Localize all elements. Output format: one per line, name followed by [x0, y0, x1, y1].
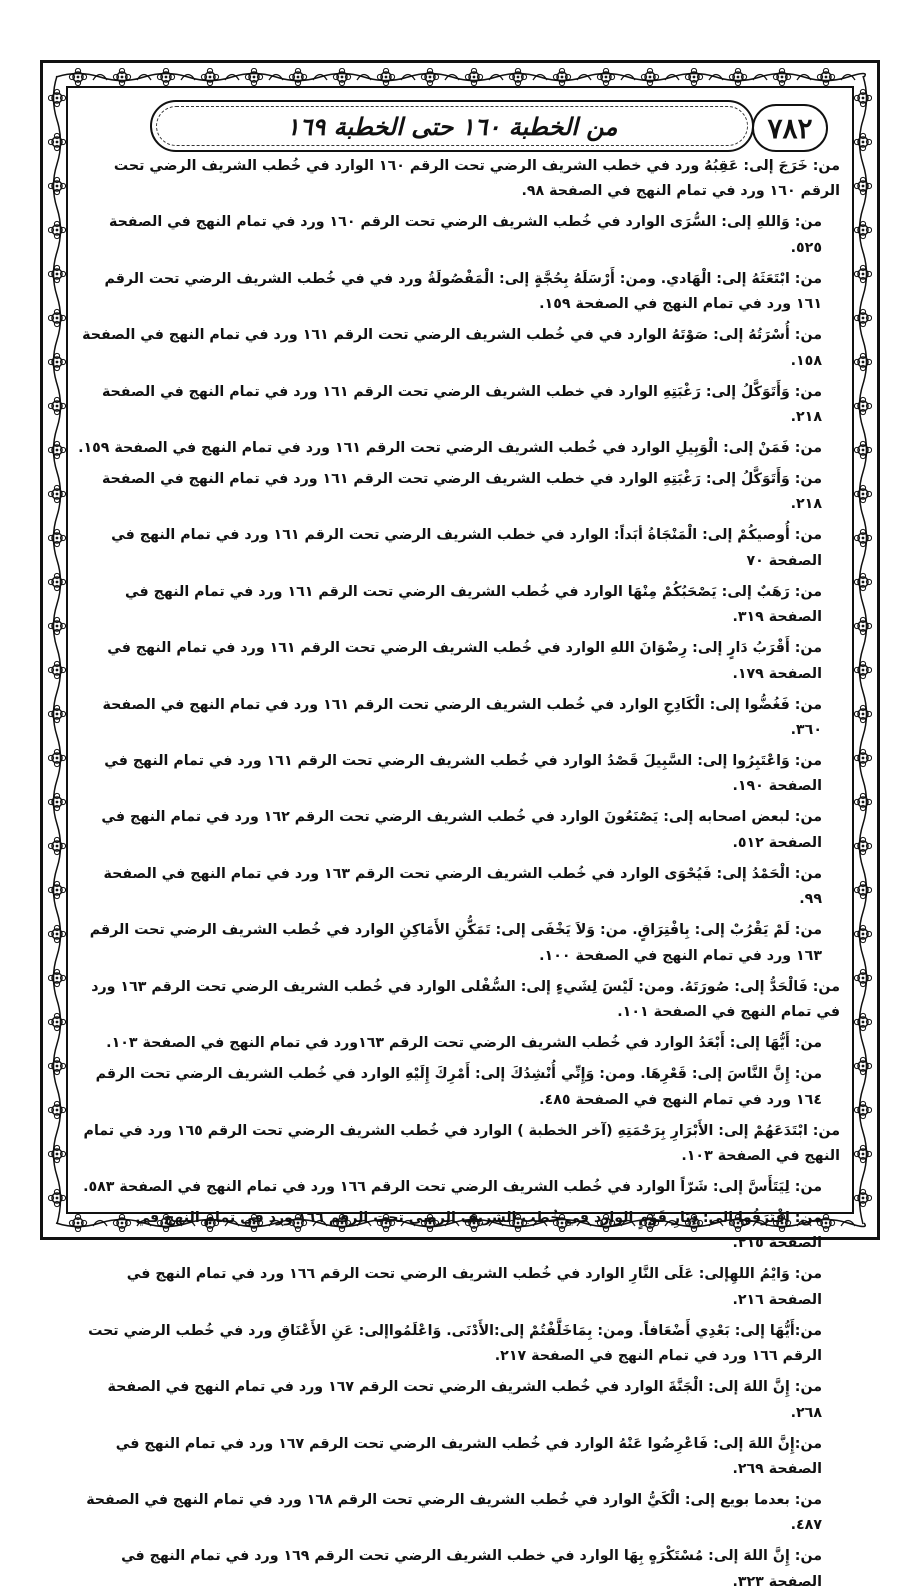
- entry-text: من: لَمْ يَقْرُبْ إلى: بِافْتِرَاقٍ. من: وَلاَ يَخْفَى إلى: تَمَكُّنِ الأَمَاكِنِ الوارد في خُطب الشريف الرضي تحت الرقم ١٦٣ ورد في تمام النهج في الصفحة ١٠٠.: [89, 922, 822, 964]
- flower-ornament-icon: [854, 529, 871, 546]
- flower-ornament-icon: [854, 749, 871, 766]
- entry-text: من: فَالْحَدُّ إلى: صُورَتَهُ. ومن: لَيْسَ لِشَيءٍ إلى: السُّفْلى الوارد في خُطب الشريف الرضي تحت الرقم ١٦٣ ورد في تمام النهج في الصفحة ١٠١.: [91, 978, 840, 1021]
- flower-ornament-icon: [48, 1189, 65, 1206]
- flower-ornament-icon: [48, 1013, 65, 1030]
- flower-ornament-icon: [854, 705, 871, 722]
- entry-text: من: أُوصيكُمْ إلى: الْمَنْجَاةُ أبَداً: الوارد في خطب الشريف الرضي تحت الرقم ١٦١ ورد في تمام النهج في الصفحة ٧٠: [111, 527, 822, 569]
- flower-ornament-icon: [48, 529, 65, 546]
- entry-text: من: إِنَّ النَّاسَ إلى: قَعْرِهَا. ومن: وَإِنِّي أُنْشِدُكَ إلى: أَمْرِكَ إِلَيْهِ الوارد في خُطب الشريف الرضي تحت الرقم ١٦٤ ورد في تمام النهج في الصفحة ٤٨٥.: [95, 1066, 822, 1108]
- page-number: ٧٨٢: [752, 104, 828, 152]
- flower-ornament-icon: [245, 68, 262, 85]
- entry-text: من: وَأَتَوَكَّلُ إلى: رَغْبَتِهِ الوارد في خطب الشريف الرضي تحت الرقم ١٦١ ورد في تمام النهج في الصفحة ٢١٨.: [101, 471, 822, 513]
- flower-ornament-icon: [48, 705, 65, 722]
- entry-text: من: أَيُّهَا إلى: أَبْعَدُ الوارد في خُطب الشريف الرضي تحت الرقم ١٦٣ورد في تمام النهج في الصفحة ١٠٣.: [106, 1035, 822, 1052]
- entry-text: من: خَرَجَ إلى: عَقِبُهُ ورد في خطب الشريف الرضي تحت الرقم ١٦٠ الوارد في خُطب الشريف الرضي تحت الرقم ١٦٠ ورد في تمام النهج في الصفحة ٩٨.: [113, 158, 840, 200]
- flower-ornament-icon: [48, 1145, 65, 1162]
- entry-text: من: فَمَنْ إلى: الْوَبِيلِ الوارد في خُطب الشريف الرضي تحت الرقم ١٦١ ورد في تمام النهج في الصفحة ١٥٩.: [78, 440, 822, 457]
- flower-ornament-icon: [48, 749, 65, 766]
- flower-ornament-icon: [48, 881, 65, 898]
- flower-ornament-icon: [48, 573, 65, 590]
- flower-ornament-icon: [729, 68, 746, 85]
- entry-text: من: وَايْمُ اللهِإلى: عَلَى النَّارِ الوارد في خُطب الشريف الرضي تحت الرقم ١٦٦ ورد في تمام النهج في الصفحة ٢١٦.: [126, 1266, 822, 1308]
- flower-ornament-icon: [685, 68, 702, 85]
- flower-ornament-icon: [854, 925, 871, 942]
- flower-ornament-icon: [854, 1101, 871, 1118]
- entry-text: من: افْتَرَقُوا إلى: دِيَارِ قَوْمٍ الوارد في خُطب الشريف الرضي تحت الرقم ١٦٦ ورد في تمام النهج في الصفحة ٢١٥.: [135, 1209, 822, 1252]
- flower-ornament-icon: [157, 68, 174, 85]
- flower-ornament-icon: [465, 68, 482, 85]
- flower-ornament-icon: [48, 793, 65, 810]
- entry-text: من:إِنَّ اللهَ إلى: فَاعْرِضُوا عَنْهُ الوارد في خُطب الشريف الرضي تحت الرقم ١٦٧ ورد في تمام النهج في الصفحة ٢٦٩.: [115, 1435, 822, 1477]
- entry-text: من: وَأَتَوَكَّلُ إلى: رَغْبَتِهِ الوارد في خطب الشريف الرضي تحت الرقم ١٦١ ورد في تمام النهج في الصفحة ٢١٨.: [101, 383, 822, 426]
- entry-text: من: لِيَتَأَسَّ إلى: شَرّاً الوارد في خُطب الشريف الرضي تحت الرقم ١٦٦ ورد في تمام النهج في الصفحة ٥٨٣.: [83, 1178, 822, 1195]
- flower-ornament-icon: [377, 68, 394, 85]
- entry-text: من: أَقْرَبُ دَارٍ إلى: رِضْوَانَ اللهِ الوارد في خُطب الشريف الرضي تحت الرقم ١٦١ ورد في تمام النهج في الصفحة ١٧٩.: [107, 640, 822, 682]
- entry-text: من: إِنَّ اللهَ إلى: مُسْتَكْرَهٍ بِهَا الوارد في خطب الشريف الرضي تحت الرقم ١٦٩ ورد في تمام النهج في الصفحة ٣٢٣.: [121, 1548, 822, 1590]
- flower-ornament-icon: [48, 89, 65, 106]
- flower-ornament-icon: [48, 441, 65, 458]
- flower-ornament-icon: [641, 68, 658, 85]
- flower-ornament-icon: [817, 68, 834, 85]
- flower-ornament-icon: [509, 68, 526, 85]
- flower-ornament-icon: [854, 485, 871, 502]
- entry-text: من: بعدما بويع إلى: الْكَيُّ الوارد في خُطب الشريف الرضي تحت الرقم ١٦٨ ورد في تمام النهج في الصفحة ٤٨٧.: [86, 1491, 822, 1534]
- flower-ornament-icon: [48, 485, 65, 502]
- flower-ornament-icon: [48, 221, 65, 238]
- flower-ornament-icon: [48, 1057, 65, 1074]
- flower-ornament-icon: [854, 133, 871, 150]
- flower-ornament-icon: [854, 1145, 871, 1162]
- flower-ornament-icon: [48, 133, 65, 150]
- flower-ornament-icon: [48, 353, 65, 370]
- flower-ornament-icon: [854, 265, 871, 282]
- flower-ornament-icon: [773, 68, 790, 85]
- flower-ornament-icon: [854, 309, 871, 326]
- flower-ornament-icon: [113, 68, 130, 85]
- flower-ornament-icon: [553, 68, 570, 85]
- flower-ornament-icon: [289, 68, 306, 85]
- flower-ornament-icon: [854, 89, 871, 106]
- entry-text: من: وَاللهِ إلى: السُّرَى الوارد في خُطب الشريف الرضي تحت الرقم ١٦٠ ورد في تمام النهج في الصفحة ٥٢٥.: [108, 214, 822, 256]
- flower-ornament-icon: [854, 221, 871, 238]
- chapter-title-banner: [150, 100, 754, 152]
- flower-ornament-icon: [854, 1189, 871, 1206]
- entry-text: من: وَاعْتَبِرُوا إلى: السَّبِيلَ قَصْدُ الوارد في خُطب الشريف الرضي تحت الرقم ١٦١ ورد في تمام النهج في الصفحة ١٩٠.: [104, 753, 822, 795]
- entry-text: من: فَغُضُّوا إلى: الْكَادِحِ الوارد في خُطب الشريف الرضي تحت الرقم ١٦١ ورد في تمام النهج في الصفحة ٣٦٠.: [102, 696, 822, 739]
- flower-ornament-icon: [48, 837, 65, 854]
- flower-ornament-icon: [854, 397, 871, 414]
- flower-ornament-icon: [69, 68, 86, 85]
- flower-ornament-icon: [854, 353, 871, 370]
- entry-text: من: إِنَّ اللهَ إلى: الْجَنَّةَ الوارد في خُطب الشريف الرضي تحت الرقم ١٦٧ ورد في تمام النهج في الصفحة ٢٦٨.: [107, 1379, 822, 1421]
- flower-ornament-icon: [48, 177, 65, 194]
- flower-ornament-icon: [854, 177, 871, 194]
- flower-ornament-icon: [854, 881, 871, 898]
- flower-ornament-icon: [854, 793, 871, 810]
- entry-text: من: ابْتَدَعَهُمْ إلى: الأَبْرَارِ بِرَحْمَتِهِ (آخر الخطبة ) الوارد في خُطب الشريف الرضي تحت الرقم ١٦٥ ورد في تمام النهج في الصفحة ١٠٣.: [83, 1122, 840, 1164]
- flower-ornament-icon: [854, 617, 871, 634]
- flower-ornament-icon: [854, 1013, 871, 1030]
- flower-ornament-icon: [48, 617, 65, 634]
- flower-ornament-icon: [48, 969, 65, 986]
- entry-text: من: أُسْرَتُهُ إلى: صَوْتَهُ الوارد في في خُطب الشريف الرضي تحت الرقم ١٦١ ورد في تمام النهج في الصفحة ١٥٨.: [82, 327, 822, 369]
- entry-text: من: لبعض اصحابه إلى: يَصْنَعُونَ الوارد في خُطب الشريف الرضي تحت الرقم ١٦٢ ورد في تمام النهج في الصفحة ٥١٢.: [101, 809, 822, 851]
- entry-text: من: الْحَمْدُ إلى: فَيُحْوَى الوارد في خُطب الشريف الرضي تحت الرقم ١٦٣ ورد في تمام النهج في الصفحة ٩٩.: [103, 865, 822, 908]
- flower-ornament-icon: [333, 68, 350, 85]
- flower-ornament-icon: [48, 265, 65, 282]
- entry-text: من: رَهَبٌ إلى: يَصْحَبُكُمْ مِنْهَا الوارد في خُطب الشريف الرضي تحت الرقم ١٦١ ورد في تمام النهج في الصفحة ٣١٩.: [125, 583, 822, 626]
- entries-list: [78, 154, 840, 1590]
- flower-ornament-icon: [48, 309, 65, 326]
- entry-text: من:أَيُّهَا إلى: بَعْدِي أَضْعَافاً. ومن: بِمَاخَلَّفْتُمْ إلى:الأَدْنَى. وَاعْلَمُواإلى: عَنِ الأَعْنَاقِ ورد في خُطب الرضي تحت الرقم ١٦٦ ورد في تمام النهج في الصفحة ٢١٧.: [88, 1322, 822, 1365]
- entry-text: من: ابْتَعَثَهُ إلى: الْهَادي. ومن: أَرْسَلَهُ بِحُجَّةٍ إلى: الْمَفْصُولَةُ ورد في في خُطب الشريف الرضي تحت الرقم ١٦١ ورد في تمام النهج في الصفحة ١٥٩.: [104, 270, 822, 313]
- flower-ornament-icon: [854, 1057, 871, 1074]
- flower-ornament-icon: [597, 68, 614, 85]
- flower-ornament-icon: [48, 925, 65, 942]
- flower-ornament-icon: [48, 397, 65, 414]
- chapter-title: من الخطبة ١٦٠ حتى الخطبة ١٦٩: [286, 111, 618, 141]
- flower-ornament-icon: [854, 969, 871, 986]
- flower-ornament-icon: [854, 573, 871, 590]
- flower-ornament-icon: [421, 68, 438, 85]
- flower-ornament-icon: [201, 68, 218, 85]
- flower-ornament-icon: [854, 441, 871, 458]
- flower-ornament-icon: [854, 837, 871, 854]
- flower-ornament-icon: [48, 661, 65, 678]
- flower-ornament-icon: [48, 1101, 65, 1118]
- flower-ornament-icon: [854, 661, 871, 678]
